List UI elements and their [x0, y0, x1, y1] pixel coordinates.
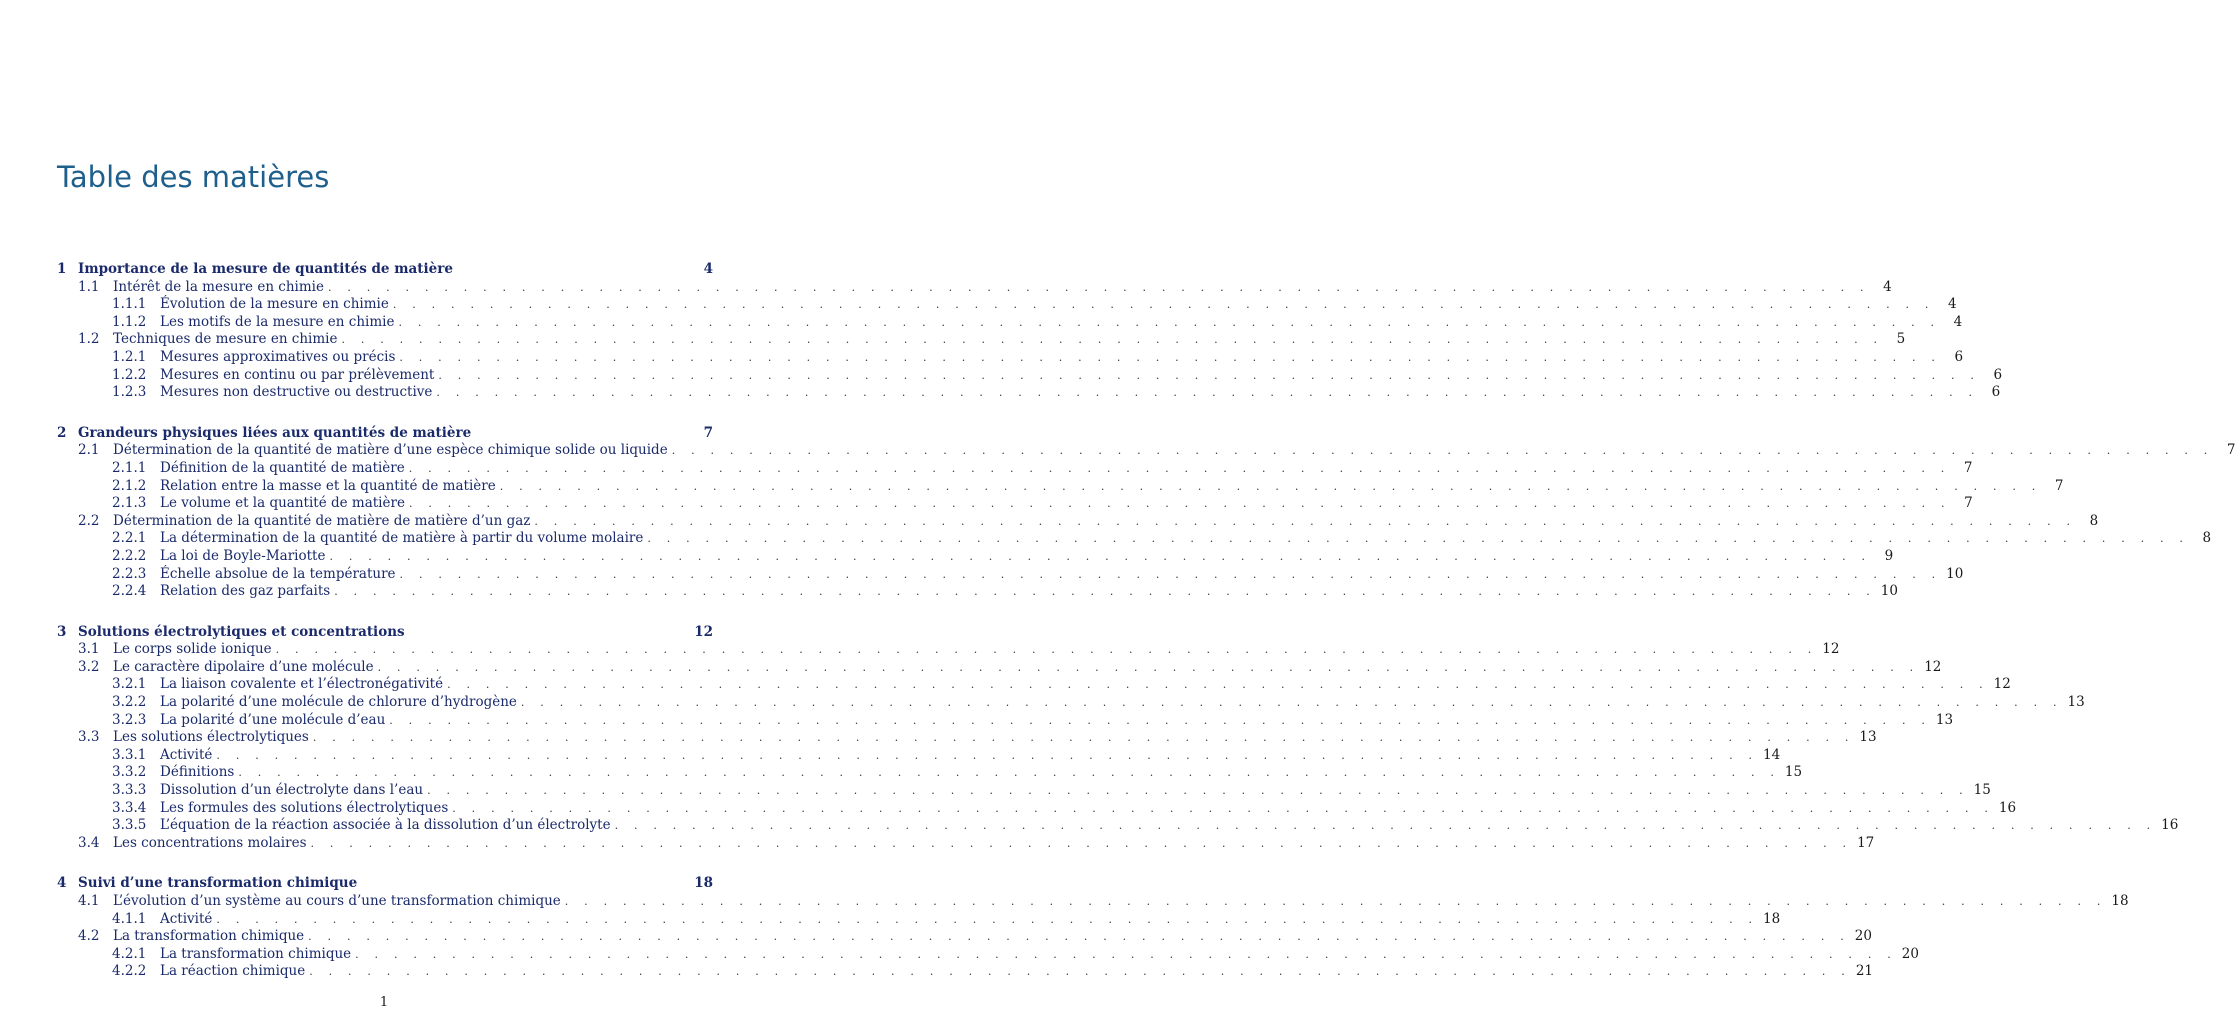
toc-spacer [57, 402, 713, 418]
toc-entry-number: 1.2.3 [112, 384, 147, 401]
toc-subsection[interactable] [57, 547, 1894, 566]
toc-entry-title: Échelle absolue de la température [160, 565, 396, 582]
toc-entry-title: Relation entre la masse et la quantité de matière [160, 477, 496, 494]
toc-subsection[interactable] [57, 910, 1781, 929]
toc-entry-title: La polarité d’une molécule de chlorure d’hydrogène [160, 694, 517, 711]
toc-entry-title: Le caractère dipolaire d’une molécule [113, 658, 374, 675]
toc-entry-title: Importance de la mesure de quantités de matière [78, 261, 453, 277]
toc-entry-title: Mesures approximatives ou précis [160, 348, 396, 365]
toc-subsection[interactable] [57, 477, 2064, 496]
toc-entry-page: 4 [1948, 296, 1957, 313]
toc-entry-title: La polarité d’une molécule d’eau [160, 711, 386, 728]
toc-leader: . . . . . . . . . . . . . . . . . . . . . . . . . . . . . . . . . . . . . . . . . . . . . . . . . . . . . . . . . . . . . . . . . . . . . . . . . . . . . . . . [327, 280, 1870, 294]
toc-entry-page: 20 [1854, 928, 1872, 945]
toc-section[interactable] [57, 928, 1872, 946]
toc-entry-number: 1.2.2 [112, 366, 147, 383]
toc-subsection[interactable] [57, 764, 1803, 782]
toc-subsection[interactable] [57, 746, 1781, 765]
toc-entry-page: 12 [1822, 641, 1840, 658]
toc-subsection[interactable] [57, 348, 1964, 367]
toc-entry-number: 1.1 [78, 278, 100, 295]
toc-section[interactable] [57, 512, 2099, 531]
toc-entry-title: La loi de Boyle-Mariotte [160, 547, 326, 564]
toc-entry-number: 4.2.1 [112, 945, 147, 962]
toc-subsection[interactable] [57, 945, 1919, 964]
toc-section[interactable] [57, 893, 2129, 911]
toc-leader: . . . . . . . . . . . . . . . . . . . . . . . . . . . . . . . . . . . . . . . . . . . . . . . . . . . . . . . . . . . . . . . . . . . . . . . . . . . . . . . . [436, 386, 1979, 400]
toc-entry-number: 2.1.3 [112, 495, 147, 512]
toc-entry-page: 7 [1964, 495, 1973, 512]
toc-entry-number: 3.2.2 [112, 694, 147, 711]
toc-entry-number: 1.1.2 [112, 313, 147, 330]
toc-entry-title: Techniques de mesure en chimie [113, 331, 338, 348]
toc-entry-title: Définitions [160, 764, 235, 781]
toc-leader: . . . . . . . . . . . . . . . . . . . . . . . . . . . . . . . . . . . . . . . . . . . . . . . . . . . . . . . . . . . . . . . . . . . . . . . . . . . . . . . . [341, 333, 1884, 347]
toc-entry-title: Évolution de la mesure en chimie [160, 296, 389, 313]
toc-entry-number: 3.3.4 [112, 799, 147, 816]
toc-entry-page: 12 [1924, 658, 1942, 675]
toc-entry-title: Les motifs de la mesure en chimie [160, 313, 395, 330]
toc-entry-title: Grandeurs physiques liées aux quantités de matière [78, 424, 472, 441]
toc-leader: . . . . . . . . . . . . . . . . . . . . . . . . . . . . . . . . . . . . . . . . . . . . . . . . . . . . . . . . . . . . . . . . . . . . . . . . . . . . . . . . [647, 532, 2190, 546]
toc-leader: . . . . . . . . . . . . . . . . . . . . . . . . . . . . . . . . . . . . . . . . . . . . . . . . . . . . . . . . . . . . . . . . . . . . . . . . . . . . . . . . [377, 660, 1920, 674]
toc-entry-page: 13 [1935, 711, 1954, 728]
toc-entry-number: 2.2.3 [112, 565, 147, 582]
toc-entry-title: Relation des gaz parfaits [160, 583, 331, 600]
toc-entry-number: 4.1 [78, 893, 100, 909]
toc-leader: . . . . . . . . . . . . . . . . . . . . . . . . . . . . . . . . . . . . . . . . . . . . . . . . . . . . . . . . . . . . . . . . . . . . . . . . . . . . . . . . [671, 444, 2214, 458]
toc-entry-title: La détermination de la quantité de matière à partir du volume molaire [160, 530, 644, 547]
toc-entry-title: Les solutions électrolytiques [113, 729, 309, 746]
toc-leader: . . . . . . . . . . . . . . . . . . . . . . . . . . . . . . . . . . . . . . . . . . . . . . . . . . . . . . . . . . . . . . . . . . . . . . . . . . . . . . . . [310, 836, 1853, 850]
toc-entry-number: 2 [57, 424, 67, 441]
toc-entry-number: 2.2.2 [112, 547, 147, 564]
toc-entry-page: 9 [1884, 547, 1894, 564]
toc-entry-title: La réaction chimique [160, 963, 306, 980]
toc-entry-number: 3.3.2 [112, 764, 147, 781]
toc-leader: . . . . . . . . . . . . . . . . . . . . . . . . . . . . . . . . . . . . . . . . . . . . . . . . . . . . . . . . . . . . . . . . . . . . . . . . . . . . . . . . [427, 784, 1969, 798]
toc-subsection[interactable] [57, 817, 2179, 835]
toc-chapter[interactable] [57, 261, 713, 279]
toc-entry-number: 2.2 [78, 512, 100, 529]
toc-entry-title: Détermination de la quantité de matière de matière d’un gaz [113, 512, 531, 529]
toc-entry-page: 21 [1855, 963, 1873, 980]
toc-entry-page: 8 [2089, 512, 2099, 529]
toc-subsection[interactable] [57, 782, 1991, 800]
toc-leader: . . . . . . . . . . . . . . . . . . . . . . . . . . . . . . . . . . . . . . . . . . . . . . . . . . . . . . . . . . . . . . . . . . . . . . . . . . . . . . . . [447, 678, 1989, 692]
toc-entry-number: 3.3.1 [112, 746, 147, 763]
toc-entry-page: 6 [1954, 348, 1964, 365]
toc-subsection[interactable] [57, 676, 2011, 694]
toc-subsection[interactable] [57, 583, 1898, 601]
toc-entry-number: 3 [57, 623, 67, 640]
toc-leader: . . . . . . . . . . . . . . . . . . . . . . . . . . . . . . . . . . . . . . . . . . . . . . . . . . . . . . . . . . . . . . . . . . . . . . . . . . . . . . . . [564, 895, 2107, 908]
toc-entry-title: Suivi d’une transformation chimique [78, 875, 358, 892]
toc-entry-page: 4 [1953, 313, 1963, 330]
toc-entry-page: 17 [1857, 834, 1875, 851]
toc-section[interactable] [57, 442, 2235, 460]
toc-entry-number: 4.2.2 [112, 963, 147, 980]
toc-leader: . . . . . . . . . . . . . . . . . . . . . . . . . . . . . . . . . . . . . . . . . . . . . . . . . . . . . . . . . . . . . . . . . . . . . . . . . . . . . . . . [329, 549, 1872, 563]
toc-subsection[interactable] [57, 366, 2003, 385]
toc-entry-page: 13 [2067, 694, 2085, 711]
toc-spacer [57, 601, 713, 617]
toc-entry-number: 2.1.1 [112, 459, 147, 476]
toc-leader: . . . . . . . . . . . . . . . . . . . . . . . . . . . . . . . . . . . . . . . . . . . . . . . . . . . . . . . . . . . . . . . . . . . . . . . . . . . . . . . . [309, 965, 1851, 979]
page-number: 1 [379, 995, 389, 1010]
toc-entry-page: 18 [2111, 893, 2129, 909]
toc-entry-number: 3.3.5 [112, 817, 147, 834]
toc-leader: . . . . . . . . . . . . . . . . . . . . . . . . . . . . . . . . . . . . . . . . . . . . . . . . . . . . . . . . . . . . . . . . . . . . . . . . . . . . . . . . [399, 567, 1942, 581]
toc-entry-number: 2.2.1 [112, 530, 147, 547]
toc-subsection[interactable] [57, 694, 2085, 712]
toc-entry-title: Les concentrations molaires [113, 834, 307, 851]
toc-leader: . . . . . . . . . . . . . . . . . . . . . . . . . . . . . . . . . . . . . . . . . . . . . . . . . . . . . . . . . . . . . . . . . . . . . . . . . . . . . . . . [452, 801, 1995, 815]
toc-entry-title: Dissolution d’un électrolyte dans l’eau [160, 782, 424, 799]
toc-leader: . . . . . . . . . . . . . . . . . . . . . . . . . . . . . . . . . . . . . . . . . . . . . . . . . . . . . . . . . . . . . . . . . . . . . . . . . . . . . . . . [408, 461, 1951, 475]
toc-leader: . . . . . . . . . . . . . . . . . . . . . . . . . . . . . . . . . . . . . . . . . . . . . . . . . . . . . . . . . . . . . . . . . . . . . . . . . . . . . . . . [275, 643, 1818, 657]
toc-subsection[interactable] [57, 963, 1873, 981]
toc-entry-title: Définition de la quantité de matière [160, 459, 405, 476]
toc-chapter[interactable] [57, 624, 713, 642]
toc-entry-page: 7 [2226, 442, 2235, 459]
toc-subsection[interactable] [57, 799, 2017, 818]
toc-leader: . . . . . . . . . . . . . . . . . . . . . . . . . . . . . . . . . . . . . . . . . . . . . . . . . . . . . . . . . . . . . . . . . . . . . . . . . . . . . . . . [614, 819, 2157, 833]
toc-section[interactable] [57, 658, 1942, 677]
toc-entry-page: 7 [2054, 477, 2064, 494]
toc-entry-title: L’évolution d’un système au cours d’une transformation chimique [113, 893, 561, 909]
toc-leader: . . . . . . . . . . . . . . . . . . . . . . . . . . . . . . . . . . . . . . . . . . . . . . . . . . . . . . . . . . . . . . . . . . . . . . . . . . . . . . . . [216, 912, 1759, 926]
toc-entry-title: Mesures en continu ou par prélèvement [160, 366, 435, 383]
toc-entry-number: 3.2.3 [112, 711, 147, 728]
toc-entry-page: 6 [1993, 366, 2003, 383]
toc-section[interactable] [57, 834, 1875, 853]
toc-entry-page: 4 [1883, 278, 1892, 295]
toc-entry-number: 3.3.3 [112, 782, 147, 799]
toc-entry-number: 1.2 [78, 331, 100, 348]
table-of-contents [57, 261, 2235, 981]
toc-entry-title: La transformation chimique [160, 945, 352, 962]
toc-entry-page: 8 [2202, 530, 2212, 547]
toc-entry-number: 1.2.1 [112, 348, 147, 365]
toc-entry-title: Intérêt de la mesure en chimie [113, 278, 324, 295]
toc-chapter[interactable] [57, 875, 713, 893]
toc-entry-title: Les formules des solutions électrolytiques [160, 799, 449, 816]
toc-entry-page: 15 [1973, 782, 1991, 799]
toc-entry-title: Mesures non destructive ou destructive [160, 384, 433, 401]
toc-leader: . . . . . . . . . . . . . . . . . . . . . . . . . . . . . . . . . . . . . . . . . . . . . . . . . . . . . . . . . . . . . . . . . . . . . . . . . . . . . . . . [392, 298, 1935, 312]
toc-entry-number: 3.2.1 [112, 676, 147, 693]
toc-entry-page: 7 [703, 424, 713, 441]
toc-entry-number: 4.1.1 [112, 910, 147, 927]
toc-leader: . . . . . . . . . . . . . . . . . . . . . . . . . . . . . . . . . . . . . . . . . . . . . . . . . . . . . . . . . . . . . . . . . . . . . . . . . . . . . . . . [534, 514, 2077, 528]
toc-entry-title: L’équation de la réaction associée à la dissolution d’un électrolyte [160, 817, 611, 834]
toc-entry-page: 7 [1963, 459, 1973, 476]
toc-entry-title: Activité [160, 746, 213, 763]
toc-subsection[interactable] [57, 565, 1964, 584]
toc-entry-page: 5 [1896, 331, 1906, 348]
toc-entry-page: 15 [1784, 764, 1803, 781]
toc-entry-page: 13 [1859, 729, 1877, 746]
toc-subsection[interactable] [57, 296, 1957, 314]
toc-entry-page: 14 [1763, 746, 1781, 763]
toc-leader: . . . . . . . . . . . . . . . . . . . . . . . . . . . . . . . . . . . . . . . . . . . . . . . . . . . . . . . . . . . . . . . . . . . . . . . . . . . . . . . . [399, 350, 1942, 364]
toc-section[interactable] [57, 278, 1892, 297]
toc-entry-page: 18 [1763, 910, 1781, 927]
toc-leader: . . . . . . . . . . . . . . . . . . . . . . . . . . . . . . . . . . . . . . . . . . . . . . . . . . . . . . . . . . . . . . . . . . . . . . . . . . . . . . . . [312, 731, 1855, 745]
page-title: Table des matières [57, 160, 330, 194]
toc-entry-title: Activité [160, 910, 213, 927]
toc-subsection[interactable] [57, 459, 1973, 478]
toc-entry-title: Le corps solide ionique [113, 641, 272, 658]
toc-entry-page: 16 [2161, 817, 2179, 834]
toc-entry-number: 2.1 [78, 442, 100, 459]
toc-entry-page: 4 [703, 261, 713, 277]
toc-entry-number: 3.2 [78, 658, 100, 675]
toc-entry-number: 2.1.2 [112, 477, 147, 494]
toc-entry-title: Solutions électrolytiques et concentrations [78, 623, 405, 640]
toc-leader: . . . . . . . . . . . . . . . . . . . . . . . . . . . . . . . . . . . . . . . . . . . . . . . . . . . . . . . . . . . . . . . . . . . . . . . . . . . . . . . . [520, 696, 2063, 710]
toc-entry-page: 18 [694, 875, 713, 892]
toc-subsection[interactable] [57, 711, 1954, 730]
toc-entry-page: 10 [1880, 583, 1898, 600]
toc-leader: . . . . . . . . . . . . . . . . . . . . . . . . . . . . . . . . . . . . . . . . . . . . . . . . . . . . . . . . . . . . . . . . . . . . . . . . . . . . . . . . [334, 585, 1876, 599]
toc-entry-title: Détermination de la quantité de matière d’une espèce chimique solide ou liquide [113, 442, 668, 459]
toc-subsection[interactable] [57, 384, 2001, 402]
toc-entry-page: 12 [1993, 676, 2011, 693]
toc-entry-title: Le volume et la quantité de matière [160, 495, 405, 512]
toc-leader: . . . . . . . . . . . . . . . . . . . . . . . . . . . . . . . . . . . . . . . . . . . . . . . . . . . . . . . . . . . . . . . . . . . . . . . . . . . . . . . . [216, 748, 1759, 762]
toc-entry-page: 10 [1946, 565, 1964, 582]
toc-entry-number: 4.2 [78, 928, 100, 945]
toc-leader: . . . . . . . . . . . . . . . . . . . . . . . . . . . . . . . . . . . . . . . . . . . . . . . . . . . . . . . . . . . . . . . . . . . . . . . . . . . . . . . . [308, 930, 1850, 944]
toc-spacer [57, 852, 713, 868]
toc-entry-page: 12 [694, 623, 713, 640]
toc-section[interactable] [57, 331, 1906, 349]
toc-leader: . . . . . . . . . . . . . . . . . . . . . . . . . . . . . . . . . . . . . . . . . . . . . . . . . . . . . . . . . . . . . . . . . . . . . . . . . . . . . . . . [238, 766, 1781, 780]
toc-entry-page: 16 [1998, 799, 2017, 816]
toc-entry-number: 3.4 [78, 834, 100, 851]
toc-chapter[interactable] [57, 425, 713, 443]
toc-entry-page: 6 [1991, 384, 2001, 401]
toc-leader: . . . . . . . . . . . . . . . . . . . . . . . . . . . . . . . . . . . . . . . . . . . . . . . . . . . . . . . . . . . . . . . . . . . . . . . . . . . . . . . . [398, 315, 1941, 329]
toc-leader: . . . . . . . . . . . . . . . . . . . . . . . . . . . . . . . . . . . . . . . . . . . . . . . . . . . . . . . . . . . . . . . . . . . . . . . . . . . . . . . . [438, 368, 1981, 382]
toc-subsection[interactable] [57, 495, 1973, 513]
toc-entry-title: La transformation chimique [113, 928, 305, 945]
toc-entry-page: 20 [1901, 945, 1919, 962]
toc-leader: . . . . . . . . . . . . . . . . . . . . . . . . . . . . . . . . . . . . . . . . . . . . . . . . . . . . . . . . . . . . . . . . . . . . . . . . . . . . . . . . [389, 713, 1932, 727]
toc-section[interactable] [57, 729, 1877, 747]
toc-entry-number: 2.2.4 [112, 583, 147, 600]
toc-entry-title: La liaison covalente et l’électronégativité [160, 676, 444, 693]
toc-leader: . . . . . . . . . . . . . . . . . . . . . . . . . . . . . . . . . . . . . . . . . . . . . . . . . . . . . . . . . . . . . . . . . . . . . . . . . . . . . . . . [408, 497, 1951, 511]
toc-subsection[interactable] [57, 530, 2212, 548]
toc-subsection[interactable] [57, 313, 1963, 332]
toc-leader: . . . . . . . . . . . . . . . . . . . . . . . . . . . . . . . . . . . . . . . . . . . . . . . . . . . . . . . . . . . . . . . . . . . . . . . . . . . . . . . . [499, 479, 2042, 493]
toc-entry-number: 1.1.1 [112, 296, 147, 313]
toc-entry-number: 3.1 [78, 641, 100, 658]
toc-entry-number: 4 [57, 875, 67, 892]
toc-section[interactable] [57, 641, 1840, 659]
toc-leader: . . . . . . . . . . . . . . . . . . . . . . . . . . . . . . . . . . . . . . . . . . . . . . . . . . . . . . . . . . . . . . . . . . . . . . . . . . . . . . . . [355, 947, 1897, 961]
toc-entry-number: 1 [57, 261, 67, 277]
toc-entry-number: 3.3 [78, 729, 100, 746]
